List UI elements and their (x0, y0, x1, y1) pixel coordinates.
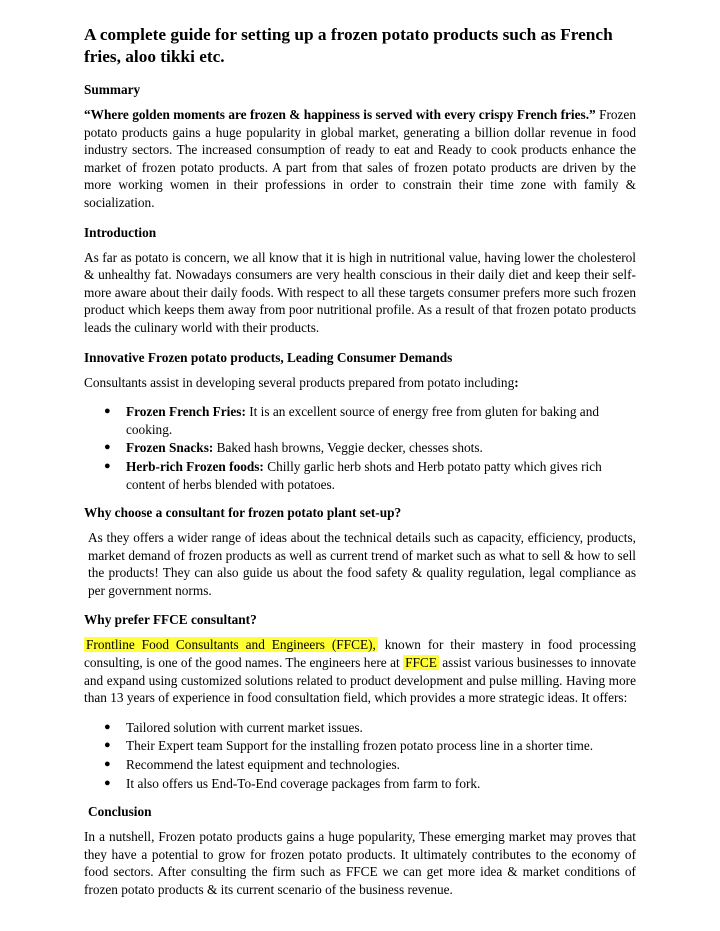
introduction-heading: Introduction (84, 224, 157, 240)
list-item-term: Frozen French Fries: (126, 404, 246, 420)
summary-body: Frozen potato products gains a huge popularity in global market, generating a billion dollar revenue in food industry sectors. The increased consumption of ready to eat and Ready to cook products enhance the market of frozen potato products. A part from that sales of frozen potato products are driven by the more working women in their professions in order to constrain their time zone with family & socialization. (84, 107, 636, 210)
ffce-text-1: known for their mastery in food processing consulting, is one of the good names. The engineers here at (84, 637, 637, 671)
summary-quote: “Where golden moments are frozen & happiness is served with every crispy French fries.” (84, 107, 596, 122)
list-item (104, 756, 636, 774)
why-consultant-heading: Why choose a consultant for frozen potato plant set-up? (84, 505, 402, 521)
innovative-intro-colon: : (514, 374, 519, 390)
list-item (104, 439, 636, 457)
ffce-text-2: assist various businesses to innovate and expand using customized solutions related to product development and pulse milling. Having more than 13 years of experience in food consultation field, which provides a more strategic ideas. It offers: (84, 655, 636, 706)
bullet-icon: ● (104, 776, 111, 789)
bullet-icon: ● (104, 459, 111, 472)
bullet-icon: ● (104, 720, 111, 733)
summary-heading: Summary (84, 82, 141, 97)
list-item (104, 775, 636, 793)
list-item-text: It is an excellent source of energy free from gluten for baking and cooking. (126, 404, 599, 437)
ffce-offer-list (84, 719, 636, 792)
introduction-paragraph: As far as potato is concern, we all know that it is high in nutritional value, having lower the cholesterol & unhealthy fat. Nowadays consumers are very health conscious in their daily diet and keep their self-more aware about their daily foods. With respect to all these targets consumer prefers more such frozen product which keeps them away from poor nutritional profile. As a result of that frozen potato products leads the culinary world with their products. (84, 249, 636, 335)
why-ffce-paragraph (84, 636, 636, 706)
ffce-highlight-name: Frontline Food Consultants and Engineers (FFCE), (86, 637, 376, 653)
product-list (84, 403, 636, 493)
list-item (104, 737, 636, 755)
list-item (104, 403, 636, 438)
list-item (104, 458, 636, 493)
list-item-text: It also offers us End-To-End coverage packages from farm to fork. (126, 775, 481, 791)
bullet-icon: ● (104, 405, 111, 418)
innovative-intro (84, 374, 636, 392)
list-item-text: Chilly garlic herb shots and Herb potato patty which gives rich content of herbs blended with potatoes. (126, 458, 602, 492)
conclusion-paragraph: In a nutshell, Frozen potato products gains a huge popularity, These emerging market may proves that they have a potential to grow for frozen potato products. It ultimately contributes to the economy of food sectors. After consulting the firm such as FFCE we can get more idea & market conditions of frozen potato products & its current scenario of the business revenue. (84, 829, 636, 897)
innovative-heading: Innovative Frozen potato products, Leading Consumer Demands (84, 349, 453, 365)
ffce-highlight-acronym: FFCE (405, 655, 437, 671)
list-item-text: Recommend the latest equipment and technologies. (126, 757, 400, 773)
conclusion-heading: Conclusion (88, 804, 152, 820)
list-item-term: Herb-rich Frozen foods: (126, 458, 264, 474)
innovative-intro-text: Consultants assist in developing several products prepared from potato including (84, 374, 515, 390)
list-item-term: Frozen Snacks: (126, 440, 214, 456)
bullet-icon: ● (104, 441, 111, 454)
list-item-text: Their Expert team Support for the installing frozen potato process line in a shorter time. (126, 738, 594, 754)
list-item (104, 719, 636, 737)
why-ffce-heading: Why prefer FFCE consultant? (84, 612, 257, 628)
list-item-text: Tailored solution with current market issues. (126, 719, 363, 735)
bullet-icon: ● (104, 758, 111, 771)
document-title: A complete guide for setting up a frozen potato products such as French fries, aloo tikki etc. (84, 25, 613, 66)
bullet-icon: ● (104, 739, 111, 752)
why-consultant-paragraph: As they offers a wider range of ideas about the technical details such as capacity, efficiency, products, market demand of frozen products as well as current trend of market such as what to sell & how to sell the products! They can also guide us about the food safety & quality regulation, legal compliance as per government norms. (88, 530, 636, 598)
summary-paragraph (84, 106, 636, 212)
list-item-text: Baked hash browns, Veggie decker, chesses shots. (213, 440, 483, 456)
